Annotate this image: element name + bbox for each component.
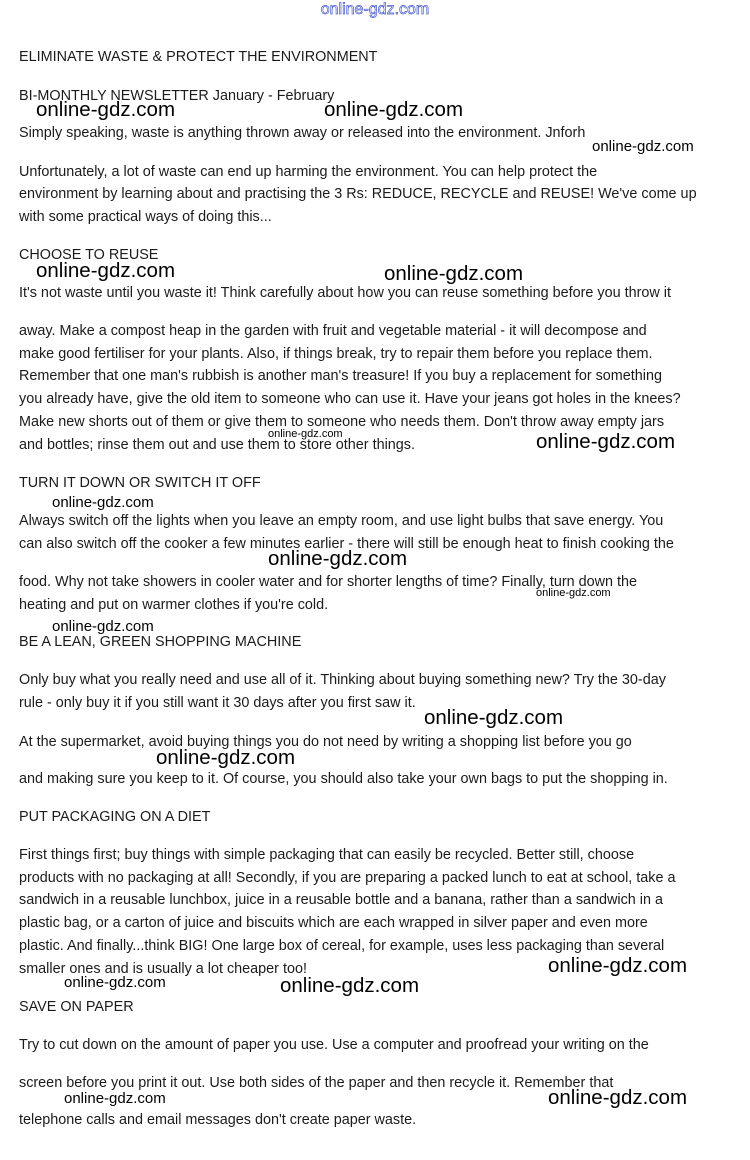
intro-line: Simply speaking, waste is anything thrown away or released into the environment. Jnforh: [19, 125, 586, 141]
paragraph-line: make good fertiliser for your plants. Also, if things break, try to repair them before you replace them.: [19, 346, 653, 362]
intro-line: Unfortunately, a lot of waste can end up harming the environment. You can help protect the: [19, 164, 598, 180]
watermark: online-gdz.com: [548, 1086, 688, 1109]
paragraph-line: At the supermarket, avoid buying things you do not need by writing a shopping list before you go: [19, 734, 632, 750]
paragraph-line: sandwich in a reusable lunchbox, juice in a reusable bottle and a banana, rather than a sandwich in a: [19, 892, 664, 908]
watermark: online-gdz.com: [536, 587, 611, 599]
paragraph-line: Only buy what you really need and use all of it. Thinking about buying something new? Try the 30-day: [19, 672, 666, 688]
watermark: online-gdz.com: [36, 98, 176, 121]
watermark: online-gdz.com: [156, 746, 296, 769]
paragraph-line: Always switch off the lights when you leave an empty room, and use light bulbs that save energy. You: [19, 513, 664, 529]
section-heading-packaging: PUT PACKAGING ON A DIET: [19, 809, 211, 825]
paragraph-line: and making sure you keep to it. Of course, you should also take your own bags to put the shopping in.: [19, 771, 668, 787]
watermark: online-gdz.com: [280, 974, 420, 997]
paragraph-line: products with no packaging at all! Secondly, if you are preparing a packed lunch to eat at school, take a: [19, 870, 676, 886]
section-heading-reuse: CHOOSE TO REUSE: [19, 247, 159, 263]
watermark: online-gdz.com: [384, 262, 524, 285]
paragraph-line: and bottles; rinse them out and use them to store other things.: [19, 437, 415, 453]
paragraph-line: food. Why not take showers in cooler water and for shorter lengths of time? Finally, turn down the: [19, 574, 638, 590]
section-heading-switch: TURN IT DOWN OR SWITCH IT OFF: [19, 475, 261, 491]
watermark: online-gdz.com: [548, 954, 688, 977]
paragraph-line: Make new shorts out of them or give them to someone who needs them. Don't throw away empty jars: [19, 414, 665, 430]
paragraph-line: Remember that one man's rubbish is another man's treasure! If you buy a replacement for something: [19, 368, 663, 384]
paragraph-line: It's not waste until you waste it! Think carefully about how you can reuse something before you throw it: [19, 285, 672, 301]
watermark: online-gdz.com: [64, 974, 166, 991]
paragraph-line: plastic. And finally...think BIG! One large box of cereal, for example, uses less packaging than several: [19, 938, 665, 954]
watermark: online-gdz.com: [52, 618, 154, 635]
paragraph-line: away. Make a compost heap in the garden with fruit and vegetable material - it will decompose and: [19, 323, 647, 339]
watermark: online-gdz.com: [52, 494, 154, 511]
intro-line: with some practical ways of doing this...: [19, 209, 272, 225]
watermark: online-gdz.com: [592, 138, 694, 155]
watermark: online-gdz.com: [268, 428, 343, 440]
watermark: online-gdz.com: [268, 547, 408, 570]
newsletter-title: ELIMINATE WASTE & PROTECT THE ENVIRONMENT: [19, 49, 378, 65]
watermark: online-gdz.com: [424, 706, 564, 729]
watermark: online-gdz.com: [64, 1090, 166, 1107]
watermark: online-gdz.com: [324, 98, 464, 121]
paragraph-line: telephone calls and email messages don't create paper waste.: [19, 1112, 417, 1128]
newsletter-subtitle: BI-MONTHLY NEWSLETTER January - February: [19, 88, 335, 104]
paragraph-line: plastic bag, or a carton of juice and biscuits which are each wrapped in silver paper and even more: [19, 915, 648, 931]
paragraph-line: smaller ones and is usually a lot cheaper too!: [19, 961, 307, 977]
section-heading-paper: SAVE ON PAPER: [19, 999, 134, 1015]
paragraph-line: heating and put on warmer clothes if you're cold.: [19, 597, 329, 613]
watermark: online-gdz.com: [36, 259, 176, 282]
paragraph-line: screen before you print it out. Use both sides of the paper and then recycle it. Remember that: [19, 1075, 614, 1091]
watermark: online-gdz.com: [536, 430, 676, 453]
paragraph-line: First things first; buy things with simple packaging that can easily be recycled. Better still, choose: [19, 847, 635, 863]
paragraph-line: can also switch off the cooker a few minutes earlier - there will still be enough heat to finish cooking the: [19, 536, 674, 552]
intro-line: environment by learning about and practising the 3 Rs: REDUCE, RECYCLE and REUSE! We've come up: [19, 186, 697, 202]
header-watermark: online-gdz.com: [320, 1, 430, 18]
section-heading-shopping: BE A LEAN, GREEN SHOPPING MACHINE: [19, 634, 302, 650]
paragraph-line: Try to cut down on the amount of paper you use. Use a computer and proofread your writing on the: [19, 1037, 649, 1053]
paragraph-line: rule - only buy it if you still want it 30 days after you first saw it.: [19, 695, 416, 711]
paragraph-line: you already have, give the old item to someone who can use it. Have your jeans got holes in the knees?: [19, 391, 681, 407]
